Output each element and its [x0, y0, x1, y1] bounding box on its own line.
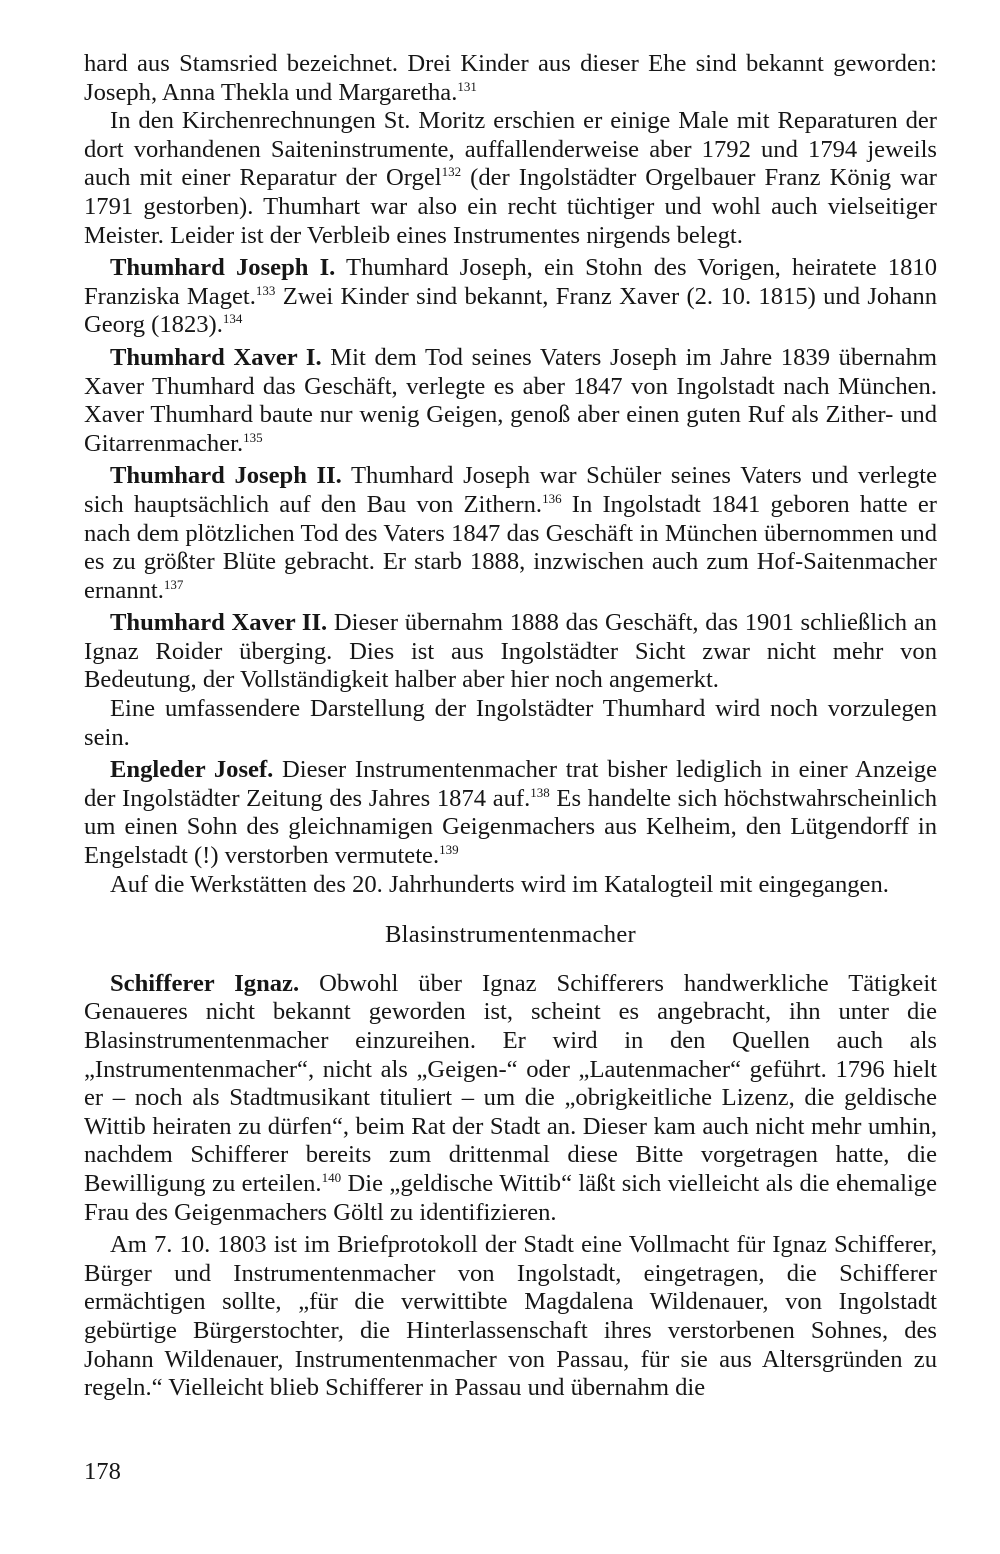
paragraph-text: Dieser übernahm 1888 das Geschäft, das 1901 schließlich an Ignaz Roider überging. Dies ist aus Ingolstädter Sicht zwar nicht mehr von Bedeutung, der Vollständigkeit halber aber hier noch angemerkt. [84, 609, 937, 694]
paragraph-werkstaetten [84, 871, 937, 900]
paragraph-thumhard-xaver-2 [84, 609, 937, 695]
paragraph-kirchenrechnungen [84, 107, 937, 250]
paragraph-schifferer-ignaz [84, 970, 937, 1227]
paragraph-vollmacht [84, 1231, 937, 1403]
paragraph-text: Thumhard Joseph war Schüler seines Vaters und verlegte sich hauptsächlich auf den Bau von Zithern. [84, 462, 937, 518]
paragraph-thumhard-xaver-1 [84, 344, 937, 458]
entry-name: Thumhard Xaver II. [110, 609, 328, 637]
entry-name: Thumhard Joseph I. [110, 254, 336, 282]
paragraph-text: Mit dem Tod seines Vaters Joseph im Jahre 1839 übernahm Xaver Thumhard das Geschäft, verlegte es aber 1847 von Ingolstadt nach München. Xaver Thumhard baute nur wenig Geigen, genoß aber einen guten Ruf als Zither- und Gitarrenmacher. [84, 343, 938, 457]
paragraph-text: hard aus Stamsried bezeichnet. Drei Kinder aus dieser Ehe sind bekannt geworden: Joseph, Anna Thekla und Margaretha. [84, 50, 937, 106]
footnote-ref: 132 [441, 164, 462, 180]
paragraph-text: Auf die Werkstätten des 20. Jahrhunderts wird im Katalogteil mit eingegangen. [110, 870, 889, 898]
paragraph-text-tail: (der Ingolstädter Orgelbauer Franz König war 1791 gestorben). Thumhart war also ein recht tüchtiger und wohl auch vielseitiger Meister. Leider ist der Verbleib eines Instrumentes nirgends belegt. [84, 164, 937, 249]
entry-name: Thumhard Xaver I. [110, 343, 322, 371]
footnote-ref: 134 [222, 311, 243, 327]
paragraph-text: Thumhard Joseph, ein Stohn des Vorigen, heiratete 1810 Franziska Maget. [84, 254, 937, 310]
footnote-ref: 133 [255, 282, 276, 298]
page-number: 178 [84, 1458, 121, 1485]
paragraph-engleder-josef [84, 756, 937, 870]
paragraph-text: Obwohl über Ignaz Schifferers handwerkliche Tätigkeit Genaueres nicht bekannt geworden ist, scheint es angebracht, ihn unter die Blasinstrumentenmacher einzureihen. Er wird in den Quellen auch als „Instrumentenmacher“, nicht als „Geigen-“ oder „Lautenmacher“ geführt. 1796 hielt er – noch als Stadtmusikant tituliert – um die „obrigkeitliche Lizenz, die geldische Wittib heiraten zu dürfen“, beim Rat der Stadt an. Dieser kam auch nicht mehr umhin, nachdem Schifferer bereits zum drittenmal diese Bitte vorgetragen hatte, die Bewilligung zu erteilen. [84, 969, 937, 1197]
footnote-ref: 131 [457, 78, 477, 94]
footnote-ref: 135 [243, 429, 263, 445]
paragraph-thumhard-joseph-2 [84, 462, 937, 605]
section-heading: Blasinstrumentenmacher [384, 921, 637, 949]
paragraph-text: In den Kirchenrechnungen St. Moritz erschien er einige Male mit Reparaturen der dort vorhandenen Saiteninstrumente, auffallenderweise aber 1792 und 1794 jeweils auch mit einer Reparatur der Orgel [84, 107, 937, 192]
paragraph-continuation [84, 50, 937, 107]
paragraph-text-tail: Es handelte sich höchstwahrscheinlich um einen Sohn des gleichnamigen Geigenmachers aus Kelheim, den Lütgendorff in Engelstadt (!) verstorben vermutete. [84, 784, 937, 870]
paragraph-thumhard-joseph-1 [84, 254, 937, 340]
footnote-ref: 137 [163, 576, 184, 592]
paragraph-text-tail: Zwei Kinder sind bekannt, Franz Xaver (2. 10. 1815) und Johann Georg (1823). [84, 282, 937, 339]
paragraph-text: Dieser Instrumentenmacher trat bisher lediglich in einer Anzeige der Ingolstädter Zeitung des Jahres 1874 auf. [84, 756, 937, 812]
footnote-ref: 138 [530, 784, 550, 800]
paragraph-text-tail: Die „geldische Wittib“ läßt sich vielleicht als die ehemalige Frau des Geigenmachers Göltl zu identifizieren. [84, 1169, 937, 1226]
footnote-ref: 139 [439, 842, 459, 858]
paragraph-text: Am 7. 10. 1803 ist im Briefprotokoll der Stadt eine Vollmacht für Ignaz Schifferer, Bürger und Instrumentenmacher von Ingolstadt, eingetragen, die Schifferer ermächtigen sollte, „für die verwittibte Magdalena Wildenauer, von Ingolstadt gebürtige Bürgerstochter, die Hinterlassenschaft ihres verstorbenen Sohnes, des Johann Wildenauer, Instrumentenmacher von Passau, für sie aus Altersgründen zu regeln.“ Vielleicht blieb Schifferer in Passau und übernahm die [84, 1231, 937, 1402]
footnote-ref: 136 [542, 490, 562, 506]
paragraph-darstellung [84, 695, 937, 752]
entry-name: Schifferer Ignaz. [110, 969, 300, 997]
entry-name: Engleder Josef. [110, 756, 274, 784]
paragraph-text: Eine umfassendere Darstellung der Ingolstädter Thumhard wird noch vorzulegen sein. [84, 695, 937, 751]
paragraph-text-tail: In Ingolstadt 1841 geboren hatte er nach dem plötzlichen Tod des Vaters 1847 das Geschäft in München übernommen und es zu größter Blüte gebracht. Er starb 1888, inzwischen auch zum Hof-Saitenmacher ernannt. [84, 490, 937, 604]
footnote-ref: 140 [321, 1169, 342, 1185]
entry-name: Thumhard Joseph II. [110, 462, 342, 490]
page-body [84, 50, 937, 1403]
